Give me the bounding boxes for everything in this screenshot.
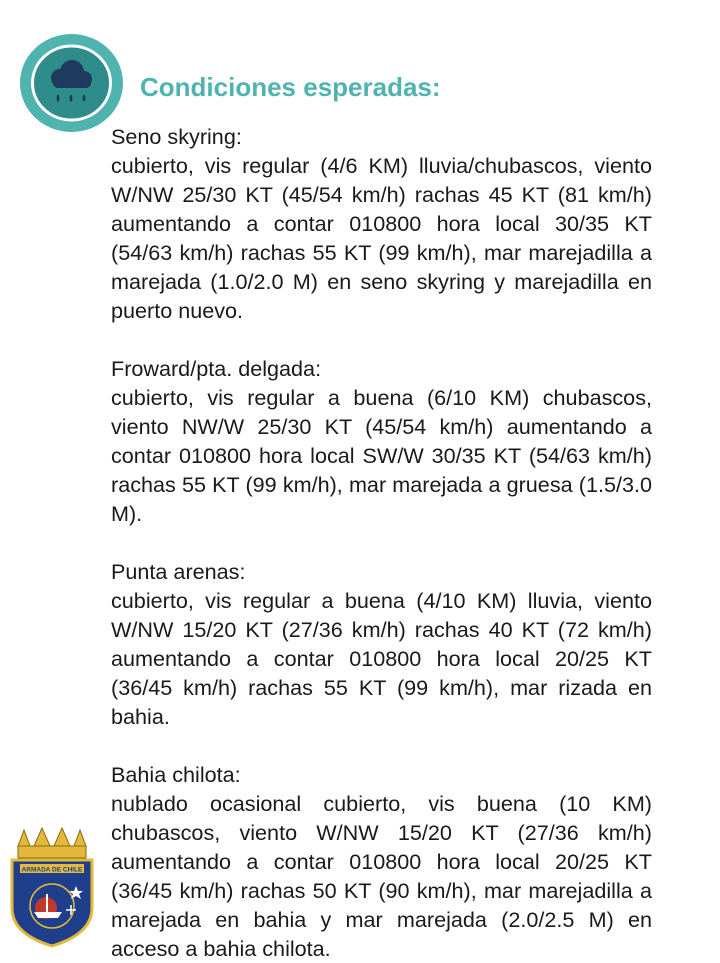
crest-banner-text: ARMADA DE CHILE — [21, 866, 83, 874]
forecast-section-froward — [111, 354, 652, 528]
section-body: cubierto, vis regular a buena (4/10 KM) lluvia, viento W/NW 15/20 KT (27/36 km/h) rachas 40 KT (72 km/h) aumentando a contar 010800 hora local 20/25 KT (36/45 km/h) rachas 55 KT (99 km/h), mar rizada en bahia. — [111, 588, 652, 729]
section-body: cubierto, vis regular a buena (6/10 KM) chubascos, viento NW/W 25/30 KT (45/54 km/h) aumentando a contar 010800 hora local SW/W 30/35 KT (54/63 km/h) rachas 55 KT (99 km/h), mar marejada a gruesa (1.5/3.0 M). — [111, 385, 652, 526]
section-heading: Punta arenas: — [111, 559, 246, 584]
section-body: nublado ocasional cubierto, vis buena (10 KM) chubascos, viento W/NW 15/20 KT (27/36 km/h) aumentando a contar 010800 hora local 20/25 KT (36/45 km/h) rachas 50 KT (90 km/h), mar marejadilla a marejada en bahia y mar marejada (2.0/2.5 M) en acceso a bahia chilota. — [111, 791, 652, 961]
armada-de-chile-crest-icon — [6, 826, 98, 948]
forecast-content — [111, 122, 652, 963]
rain-cloud-icon — [20, 34, 123, 132]
forecast-section-punta-arenas — [111, 557, 652, 731]
section-heading: Bahia chilota: — [111, 762, 241, 787]
forecast-section-seno-skyring — [111, 122, 652, 325]
page-title: Condiciones esperadas: — [140, 72, 441, 102]
section-heading: Froward/pta. delgada: — [111, 356, 322, 381]
section-body: cubierto, vis regular (4/6 KM) lluvia/chubascos, viento W/NW 25/30 KT (45/54 km/h) rachas 45 KT (81 km/h) aumentando a contar 010800 hora local 30/35 KT (54/63 km/h) rachas 55 KT (99 km/h), mar marejadilla a marejada (1.0/2.0 M) en seno skyring y marejadilla en puerto nuevo. — [111, 153, 652, 323]
section-heading: Seno skyring: — [111, 124, 242, 149]
forecast-section-bahia-chilota — [111, 760, 652, 963]
